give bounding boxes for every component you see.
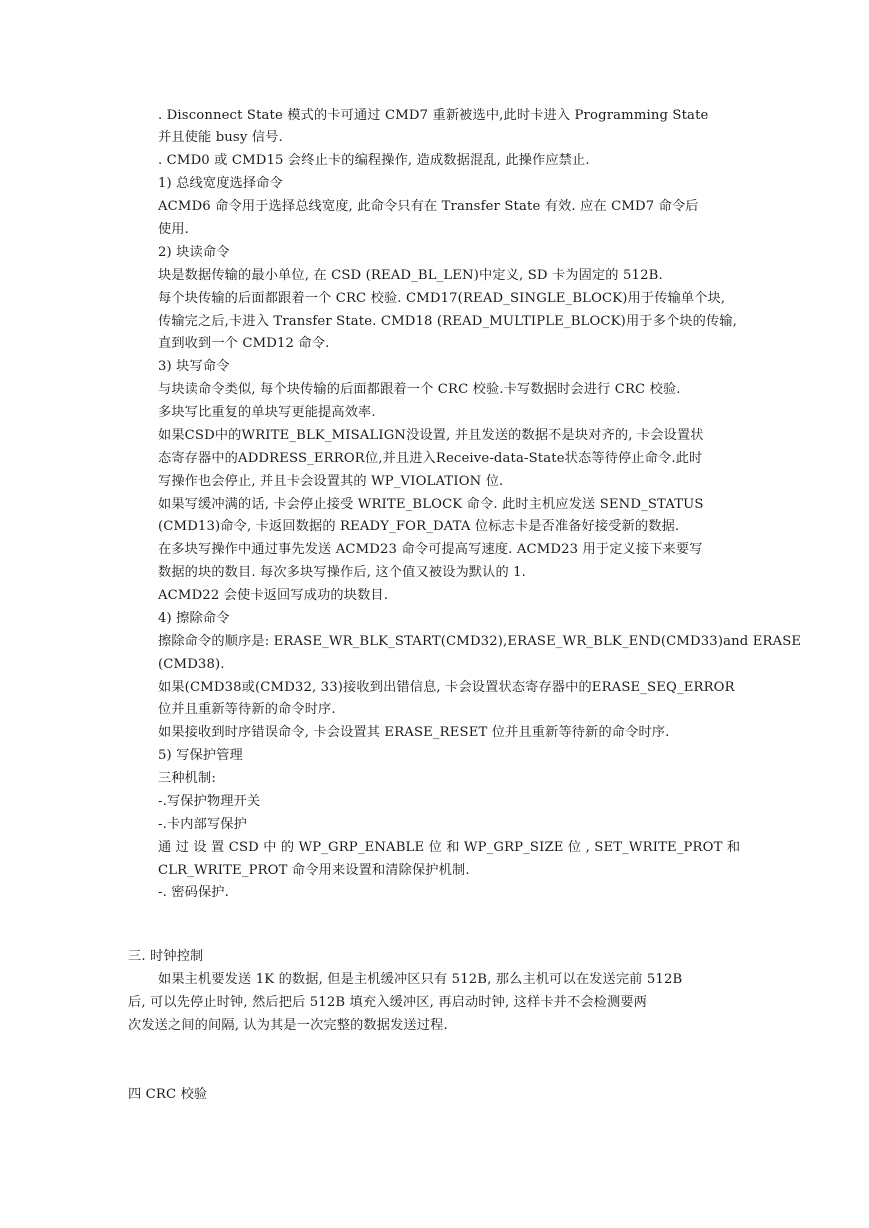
text-line: 每个块传输的后面都跟着一个 CRC 校验. CMD17(READ_SINGLE_BLOCK)用于传输单个块, bbox=[158, 291, 726, 306]
text-line: 并且使能 busy 信号. bbox=[158, 130, 283, 145]
subheading-block-read: 2) 块读命令 bbox=[158, 245, 230, 260]
section-heading-clock-control: 三. 时钟控制 bbox=[128, 949, 204, 964]
text-line: CLR_WRITE_PROT 命令用来设置和清除保护机制. bbox=[158, 863, 470, 878]
text-line: 写操作也会停止, 并且卡会设置其的 WP_VIOLATION 位. bbox=[158, 474, 504, 489]
text-line: (CMD13)命令, 卡返回数据的 READY_FOR_DATA 位标志卡是否准备好接受新的数据. bbox=[158, 519, 680, 534]
paragraph-line: 后, 可以先停止时钟, 然后把后 512B 填充入缓冲区, 再启动时钟, 这样卡并不会检测要两 bbox=[128, 995, 648, 1010]
text-line: 多块写比重复的单块写更能提高效率. bbox=[158, 405, 376, 420]
text-line: 通 过 设 置 CSD 中 的 WP_GRP_ENABLE 位 和 WP_GRP_SIZE 位 , SET_WRITE_PROT 和 bbox=[158, 840, 741, 855]
text-line: 擦除命令的顺序是: ERASE_WR_BLK_START(CMD32),ERASE_WR_BLK_END(CMD33)and ERASE bbox=[158, 634, 802, 649]
paragraph-line: 如果主机要发送 1K 的数据, 但是主机缓冲区只有 512B, 那么主机可以在发送完前 512B bbox=[158, 972, 683, 987]
text-line: 块是数据传输的最小单位, 在 CSD (READ_BL_LEN)中定义, SD 卡为固定的 512B. bbox=[158, 268, 663, 283]
text-line: 使用. bbox=[158, 222, 190, 237]
text-line: 三种机制: bbox=[158, 771, 216, 786]
text-line: 传输完之后,卡进入 Transfer State. CMD18 (READ_MULTIPLE_BLOCK)用于多个块的传输, bbox=[158, 314, 737, 329]
text-line: . CMD0 或 CMD15 会终止卡的编程操作, 造成数据混乱, 此操作应禁止. bbox=[158, 153, 590, 168]
text-line: . Disconnect State 模式的卡可通过 CMD7 重新被选中,此时卡进入 Programming State bbox=[158, 108, 709, 123]
text-line: 态寄存器中的ADDRESS_ERROR位,并且进入Receive-data-State状态等待停止命令.此时 bbox=[158, 451, 703, 466]
text-line: 数据的块的数目. 每次多块写操作后, 这个值又被设为默认的 1. bbox=[158, 565, 527, 580]
list-item: -. 密码保护. bbox=[158, 885, 229, 900]
text-line: 如果接收到时序错误命令, 卡会设置其 ERASE_RESET 位并且重新等待新的命令时序. bbox=[158, 725, 670, 740]
subheading-write-protect: 5) 写保护管理 bbox=[158, 748, 243, 763]
subheading-block-write: 3) 块写命令 bbox=[158, 359, 230, 374]
subheading-bus-width: 1) 总线宽度选择命令 bbox=[158, 176, 283, 191]
section-heading-crc: 四 CRC 校验 bbox=[128, 1087, 208, 1102]
text-line: 位并且重新等待新的命令时序. bbox=[158, 702, 336, 717]
text-line: 与块读命令类似, 每个块传输的后面都跟着一个 CRC 校验.卡写数据时会进行 CRC 校验. bbox=[158, 382, 681, 397]
text-line: ACMD22 会使卡返回写成功的块数目. bbox=[158, 588, 389, 603]
paragraph-line: 次发送之间的间隔, 认为其是一次完整的数据发送过程. bbox=[128, 1018, 448, 1033]
text-line: 如果写缓冲满的话, 卡会停止接受 WRITE_BLOCK 命令. 此时主机应发送 SEND_STATUS bbox=[158, 497, 704, 512]
text-line: 如果(CMD38或(CMD32, 33)接收到出错信息, 卡会设置状态寄存器中的ERASE_SEQ_ERROR bbox=[158, 680, 735, 695]
text-line: 如果CSD中的WRITE_BLK_MISALIGN没设置, 并且发送的数据不是块对齐的, 卡会设置状 bbox=[158, 428, 704, 443]
text-line: ACMD6 命令用于选择总线宽度, 此命令只有在 Transfer State 有效. 应在 CMD7 命令后 bbox=[158, 199, 699, 214]
list-item: -.写保护物理开关 bbox=[158, 794, 261, 809]
list-item: -.卡内部写保护 bbox=[158, 817, 247, 832]
subheading-erase: 4) 擦除命令 bbox=[158, 611, 230, 626]
text-line: (CMD38). bbox=[158, 657, 225, 672]
text-line: 直到收到一个 CMD12 命令. bbox=[158, 336, 330, 351]
text-line: 在多块写操作中通过事先发送 ACMD23 命令可提高写速度. ACMD23 用于定义接下来要写 bbox=[158, 542, 703, 557]
